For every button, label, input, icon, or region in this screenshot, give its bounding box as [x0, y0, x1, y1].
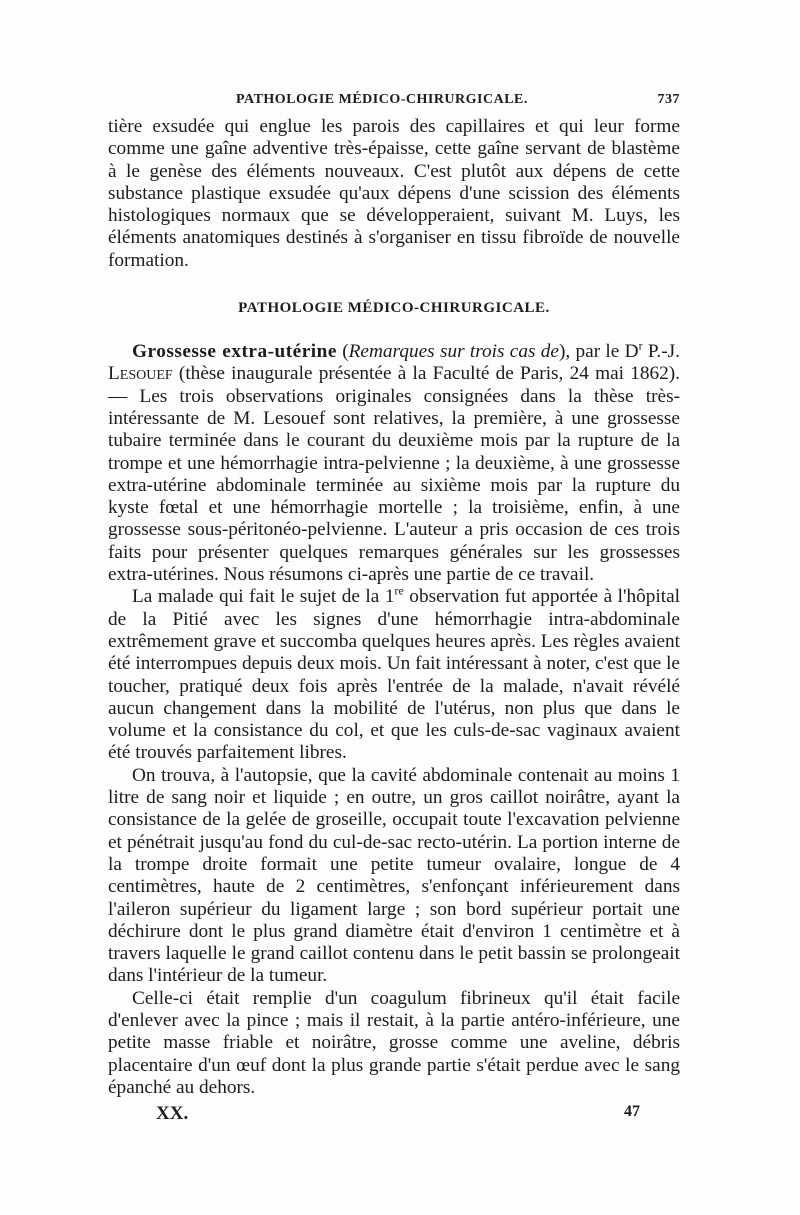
author-prefix: , par le D — [565, 341, 639, 363]
running-head-title: PATHOLOGIE MÉDICO-CHIRURGICALE. — [236, 92, 528, 107]
page-number: 737 — [657, 92, 680, 107]
running-head — [108, 92, 680, 108]
p2-sup: re — [394, 583, 404, 598]
sheet-number: 47 — [624, 1103, 640, 1121]
paragraph-observation-1 — [108, 583, 681, 764]
page — [108, 92, 680, 1125]
section-heading: PATHOLOGIE MÉDICO-CHIRURGICALE. — [238, 300, 550, 317]
p2-before: La malade qui fait le sujet de la 1 — [132, 586, 395, 608]
carryover-paragraph: tière exsudée qui englue les parois des capillaires et qui leur forme comme une gaîne adventive très-épaisse, cette gaîne servant de blastème à le genèse des éléments nouveaux. C'est plutôt aux dépens de cette substance plastique exsudée qu'aux dépens d'une scission des éléments histologiques normaux que se développeraient, suivant M. Luys, les éléments anatomiques destinés à s'organiser en tissu fibroïde de nouvelle formation. — [108, 116, 680, 271]
author-initials: P.-J. — [642, 341, 680, 363]
signature-line — [108, 1103, 680, 1125]
paragraph-tumor: Celle-ci était remplie d'un coagulum fibrineux qu'il était facile d'enlever avec la pince ; mais il restait, à la partie antéro-inférieure, une petite masse friable et noirâtre, grosse comme une aveline, débris placentaire d'un œuf dont la plus grande partie s'était perdue avec le sang épanché au dehors. — [108, 987, 680, 1098]
author-sup: r — [638, 338, 643, 353]
entry-paragraph: Grossesse extra-utérine (Remarques sur trois cas de), par le $D^r$ P.-J. Lesouef (thèse inaugurale présentée à la Faculté de Paris, 24 mai 1862). — Les trois observations originales consignées dans la thèse très-intéressante de M. Lesouef sont relatives, la première, à une grossesse tubaire terminée dans le courant du deuxième mois par la rupture de la trompe et une hémorrhagie intra-pelvienne ; la deuxième, à une grossesse extra-utérine abdominale terminée au sixième mois par la rupture du kyste fœtal et une hémorrhagie mortelle ; la troisième, enfin, à une grossesse sous-péritonéo-pelvienne. L'auteur a pris occasion de ces trois faits pour présenter quelques remarques générales sur les grossesses extra-utérines. Nous résumons ci-après une partie de ce travail. — [108, 338, 680, 586]
entry-title: Grossesse extra-utérine — [132, 341, 337, 363]
paragraph-autopsy: On trouva, à l'autopsie, que la cavité abdominale contenait au moins 1 litre de sang noir et liquide ; en outre, un gros caillot noirâtre, ayant la consistance de la gelée de groseille, occupait toute l'excavation pelvienne et pénétrait jusqu'au fond du cul-de-sac recto-utérin. La portion interne de la trompe droite formait une petite tumeur ovalaire, longue de 4 centimètres, haute de 2 centimètres, s'enfonçant inférieurement dans l'aileron supérieur du ligament large ; son bord supérieur portait une déchirure dont le plus grand diamètre était d'environ 1 centimètre et à travers laquelle le grand caillot contenu dans le petit bassin se prolongeait dans l'intérieur de la tumeur. — [108, 764, 680, 987]
citation-text: (thèse inaugurale présentée à la Faculté de Paris, 24 mai 1862). — Les trois observations originales consignées dans la thèse très-intéressante de M. Lesouef sont relatives, la première, à une grossesse tubaire terminée dans le courant du deuxième mois par la rupture de la trompe et une hémorrhagie intra-pelvienne ; la deuxième, à une grossesse extra-utérine abdominale terminée au sixième mois par la rupture du kyste fœtal et une hémorrhagie mortelle ; la troisième, enfin, à une grossesse sous-péritonéo-pelvienne. L'auteur a pris occasion de ces trois faits pour présenter quelques remarques générales sur les grossesses extra-utérines. Nous résumons ci-après une partie de ce travail. — [108, 363, 680, 586]
entry-subtitle: Remarques sur trois cas de — [348, 341, 559, 363]
p2-after: observation fut apportée à l'hôpital de la Pitié avec les signes d'une hémorrhagie intra-abdominale extrêmement grave et succomba quelques heures après. Les règles avaient été interrompues depuis deux mois. Un fait intéressant à noter, c'est que le toucher, pratiqué deux fois après l'entrée de la malade, n'avait révélé aucun changement dans la mobilité de l'utérus, non plus que dans le volume et la consistance du col, et que les culs-de-sac vaginaux avaient été trouvés parfaitement libres. — [108, 586, 681, 764]
author-name: Lesouef — [108, 363, 173, 385]
volume-mark: XX. — [156, 1103, 189, 1125]
